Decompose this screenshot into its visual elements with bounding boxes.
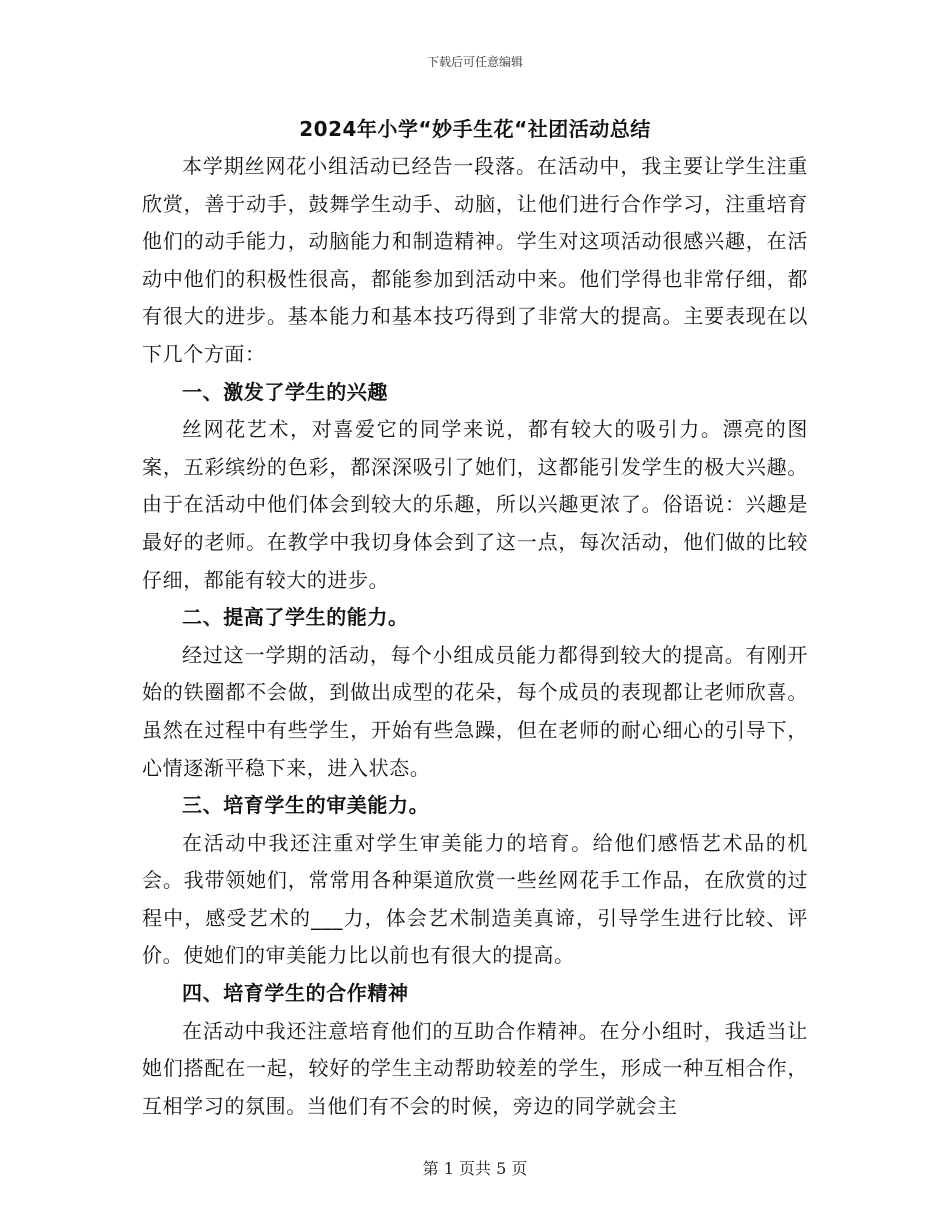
section-paragraph-3: 在活动中我还注重对学生审美能力的培育。给他们感悟艺术品的机会。我带领她们，常常用各种渠道欣赏一些丝网花手工作品，在欣赏的过程中，感受艺术的___力，体会艺术制造美真谛，引导学生进行比较、评价。使她们的审美能力比以前也有很大的提高。	[142, 830, 808, 968]
section-heading-2: 二、提高了学生的能力。	[182, 605, 409, 630]
header-note: 下载后可任意编辑	[426, 55, 523, 69]
intro-paragraph: 本学期丝网花小组活动已经告一段落。在活动中，我主要让学生注重欣赏，善于动手，鼓舞学生动手、动脑，让他们进行合作学习，注重培育他们的动手能力，动脑能力和制造精神。学生对这项活动很感兴趣，在活动中他们的积极性很高，都能参加到活动中来。他们学得也非常仔细，都有很大的进步。基本能力和基本技巧得到了非常大的提高。主要表现在以下几个方面：	[142, 154, 808, 366]
section-paragraph-4: 在活动中我还注意培育他们的互助合作精神。在分小组时，我适当让她们搭配在一起，较好的学生主动帮助较差的学生，形成一种互相合作，互相学习的氛围。当他们有不会的时候，旁边的同学就会主	[142, 1018, 808, 1118]
section-heading-1: 一、激发了学生的兴趣	[182, 379, 388, 404]
section-paragraph-1: 丝网花艺术，对喜爱它的同学来说，都有较大的吸引力。漂亮的图案，五彩缤纷的色彩，都深深吸引了她们，这都能引发学生的极大兴趣。由于在活动中他们体会到较大的乐趣，所以兴趣更浓了。俗语说：兴趣是最好的老师。在教学中我切身体会到了这一点，每次活动，他们做的比较仔细，都能有较大的进步。	[142, 417, 808, 592]
document-title: 2024年小学“妙手生花“社团活动总结	[299, 117, 651, 141]
section-heading-4: 四、培育学生的合作精神	[182, 981, 409, 1006]
page-footer: 第 1 页共 5 页	[422, 1159, 528, 1178]
section-heading-3: 三、培育学生的审美能力。	[182, 793, 430, 818]
document-body	[142, 148, 808, 1125]
section-paragraph-2: 经过这一学期的活动，每个小组成员能力都得到较大的提高。有刚开始的铁圈都不会做，到做出成型的花朵，每个成员的表现都让老师欣喜。虽然在过程中有些学生，开始有些急躁，但在老师的耐心细心的引导下，心情逐渐平稳下来，进入状态。	[142, 642, 808, 780]
